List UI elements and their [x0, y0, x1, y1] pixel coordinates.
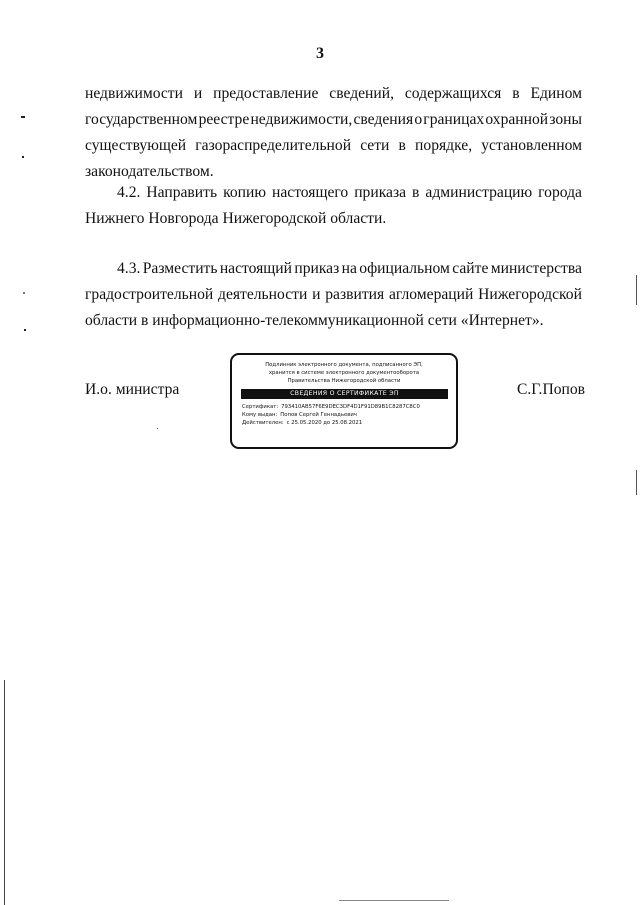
scan-edge-line — [339, 900, 449, 901]
paragraph-4-3 — [85, 256, 582, 334]
word: Едином — [530, 85, 582, 102]
word: предоставление — [213, 85, 319, 102]
word: государственном — [85, 111, 198, 128]
word: границах — [423, 111, 485, 128]
scan-mark — [22, 156, 24, 158]
word: Направить — [146, 184, 218, 201]
word: охранной — [485, 111, 549, 128]
word: официальном — [359, 260, 450, 277]
word: в — [512, 85, 520, 102]
word: и — [312, 286, 321, 303]
word: сведений, — [329, 85, 394, 102]
paragraph-line — [85, 282, 582, 308]
word: сведения — [353, 111, 414, 128]
word: агломераций — [388, 286, 474, 303]
word: Разместить — [142, 260, 218, 277]
scan-edge-line — [4, 680, 5, 905]
word: министерства — [490, 260, 582, 277]
word: в — [412, 184, 420, 201]
stamp-header-line: Правительства Нижегородской области — [287, 378, 401, 384]
electronic-signature-stamp — [230, 353, 458, 449]
paragraph-4-2 — [85, 180, 582, 232]
scan-edge-line — [636, 470, 637, 495]
word: недвижимости — [85, 85, 183, 102]
page-number: 3 — [316, 45, 324, 62]
scan-edge-line — [636, 275, 637, 305]
paragraph-line-last: Нижнего Новгорода Нижегородской области. — [85, 210, 387, 227]
word: и — [193, 85, 203, 102]
signatory-title: И.о. министра — [85, 381, 180, 398]
validity-value: с 25.05.2020 до 25.08.2021 — [286, 420, 363, 426]
word: приказа — [354, 184, 407, 201]
word: существующей — [85, 137, 187, 154]
stamp-banner: СВЕДЕНИЯ О СЕРТИФИКАТЕ ЭП — [241, 389, 448, 399]
issued-to-value: Попов Сергей Геннадьевич — [280, 412, 357, 418]
word: газораспределительной — [195, 137, 352, 154]
validity-label: Действителен: — [242, 420, 284, 426]
paragraph-line — [85, 133, 582, 159]
paragraph-line — [85, 180, 582, 206]
word: копию — [223, 184, 266, 201]
word: зоны — [549, 111, 582, 128]
paragraph-registry — [85, 81, 582, 185]
paragraph-line-last: области в информационно-телекоммуникационной сети «Интернет». — [85, 312, 544, 329]
word: 4.3. — [117, 260, 141, 277]
word: на — [341, 260, 357, 277]
word: градостроительной — [85, 286, 214, 303]
certificate-row — [242, 403, 446, 411]
certificate-details — [232, 403, 456, 427]
word: деятельности — [218, 286, 308, 303]
word: недвижимости, — [250, 111, 353, 128]
word: 4.2. — [117, 184, 141, 201]
word: сети — [360, 137, 390, 154]
word: о — [414, 111, 423, 128]
word: в — [398, 137, 406, 154]
word: города — [538, 184, 582, 201]
word: администрацию — [425, 184, 533, 201]
word: Нижегородской — [478, 286, 582, 303]
paragraph-line — [85, 81, 582, 107]
paragraph-line-last: законодательством. — [85, 163, 214, 180]
word: реестре — [198, 111, 250, 128]
certificate-value: 793410AB57F6E9DEC3DF4D1F91D89B1C8287C8C0 — [281, 404, 420, 410]
stamp-header-line: хранится в системе электронного документооборота — [268, 370, 420, 376]
word: содержащихся — [404, 85, 502, 102]
issued-to-label: Кому выдан: — [242, 412, 278, 418]
word: порядке, — [415, 137, 473, 154]
scan-mark — [21, 116, 25, 118]
validity-row — [242, 419, 446, 427]
issued-to-row — [242, 411, 446, 419]
stamp-header-line: Подлинник электронного документа, подписанного ЭП, — [265, 362, 423, 368]
scan-mark — [24, 329, 26, 331]
word: установленном — [481, 137, 582, 154]
word: приказ — [294, 260, 340, 277]
word: сайте — [452, 260, 489, 277]
word: настоящего — [272, 184, 349, 201]
paragraph-line — [85, 256, 582, 282]
word: развития — [325, 286, 385, 303]
word: настоящий — [219, 260, 292, 277]
scan-mark — [23, 292, 25, 294]
certificate-label: Сертификат: — [242, 404, 279, 410]
stamp-header — [232, 361, 456, 385]
scan-mark — [157, 428, 158, 429]
signatory-name: С.Г.Попов — [517, 381, 586, 398]
paragraph-line — [85, 107, 582, 133]
